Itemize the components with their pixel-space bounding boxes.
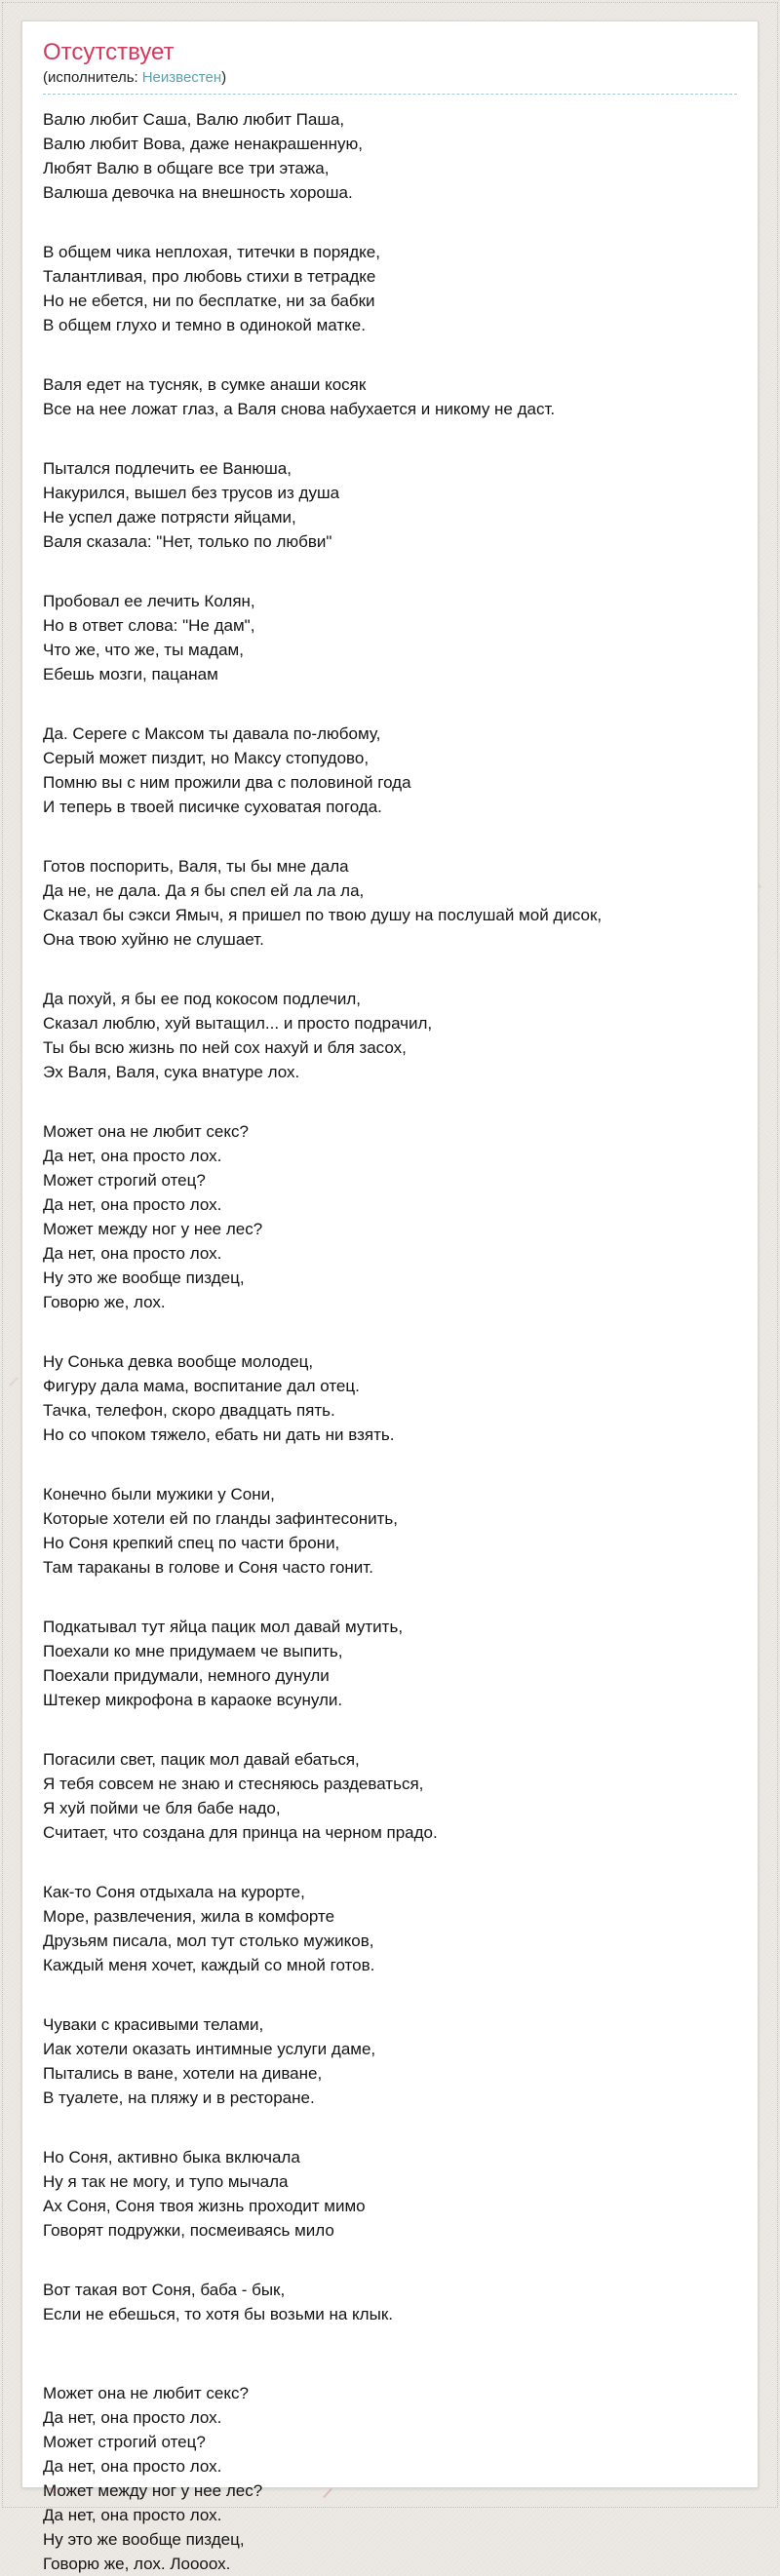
stitch-mark <box>9 1377 19 1386</box>
artist-label-suffix: ) <box>221 69 227 86</box>
song-header <box>43 39 737 95</box>
stanza: Да похуй, я бы ее под кокосом подлечил, Сказал люблю, хуй вытащил... и просто подрачил, Ты бы всю жизнь по ней сох нахуй и бля засох, Эх Валя, Валя, сука внатуре лох. <box>43 990 433 1081</box>
stanza: Валю любит Саша, Валю любит Паша, Валю любит Вова, даже ненакрашенную, Любят Валю в общаге все три этажа, Валюша девочка на внешность хороша. <box>43 110 363 202</box>
artist-line <box>43 69 737 87</box>
lyrics-card <box>21 20 759 2573</box>
stanza: Пробовал ее лечить Колян, Но в ответ слова: "Не дам", Что же, что же, ты мадам, Ебешь мозги, пацанам <box>43 592 255 683</box>
stanza: Да. Сереге с Максом ты давала по-любому, Серый может пиздит, но Максу стопудово, Помню вы с ним прожили два с половиной года И теперь в твоей писичке суховатая погода. <box>43 724 411 816</box>
stanza: Как-то Соня отдыхала на курорте, Море, развлечения, жила в комфорте Друзьям писала, мол тут столько мужиков, Каждый меня хочет, каждый со мной готов. <box>43 1883 375 1974</box>
stanza: Может она не любит секс? Да нет, она просто лох. Может строгий отец? Да нет, она просто лох. Может между ног у нее лес? Да нет, она просто лох. Ну это же вообще пиздец, Говорю же, лох. <box>43 1122 263 1311</box>
stanza: Пытался подлечить ее Ванюша, Накурился, вышел без трусов из душа Не успел даже потрясти яйцами, Валя сказала: "Нет, только по любви" <box>43 459 340 551</box>
stanza: Погасили свет, пацик мол давай ебаться, Я тебя совсем не знаю и стесняюсь раздеваться, Я хуй пойми че бля бабе надо, Считает, что создана для принца на черном прадо. <box>43 1750 438 1842</box>
stanza: Чуваки с красивыми телами, Иак хотели оказать интимные услуги даме, Пытались в ване, хотели на диване, В туалете, на пляжу и в ресторане. <box>43 2015 376 2107</box>
stanza: Может она не любит секс? Да нет, она просто лох. Может строгий отец? Да нет, она просто лох. Может между ног у нее лес? Да нет, она просто лох. Ну это же вообще пиздец, Говорю же, лох. Лоооох. <box>43 2384 263 2573</box>
lyrics <box>43 107 737 2576</box>
stanza: Валя едет на тусняк, в сумке анаши косяк Все на нее ложат глаз, а Валя снова набухается и никому не даст. <box>43 375 556 418</box>
stanza: Ну Сонька девка вообще молодец, Фигуру дала мама, воспитание дал отец. Тачка, телефон, скоро двадцать пять. Но со чпоком тяжело, ебать ни дать ни взять. <box>43 1352 395 1444</box>
artist-label: (исполнитель: <box>43 69 138 86</box>
artist-link[interactable]: Неизвестен <box>141 69 222 86</box>
song-title: Отсутствует <box>43 39 175 65</box>
stanza: В общем чика неплохая, титечки в порядке, Талантливая, про любовь стихи в тетрадке Но не ебется, ни по бесплатке, ни за бабки В общем глухо и темно в одинокой матке. <box>43 243 380 334</box>
stanza: Подкатывал тут яйца пацик мол давай мутить, Поехали ко мне придумаем че выпить, Поехали придумали, немного дунули Штекер микрофона в караоке всунули. <box>43 1618 404 1709</box>
stanza: Конечно были мужики у Сони, Которые хотели ей по гланды зафинтесонить, Но Соня крепкий спец по части брони, Там тараканы в голове и Соня часто гонит. <box>43 1485 398 1577</box>
stanza: Но Соня, активно быка включала Ну я так не могу, и тупо мычала Ах Соня, Соня твоя жизнь проходит мимо Говорят подружки, посмеиваясь мило <box>43 2148 366 2240</box>
stanza: Вот такая вот Соня, баба - бык, Если не ебешься, то хотя бы возьми на клык. <box>43 2281 393 2323</box>
stanza: Готов поспорить, Валя, ты бы мне дала Да не, не дала. Да я бы спел ей ла ла ла, Сказал бы сэкси Ямыч, я пришел по твою душу на послушай мой дисок, Она твою хуйню не слушает. <box>43 857 603 949</box>
